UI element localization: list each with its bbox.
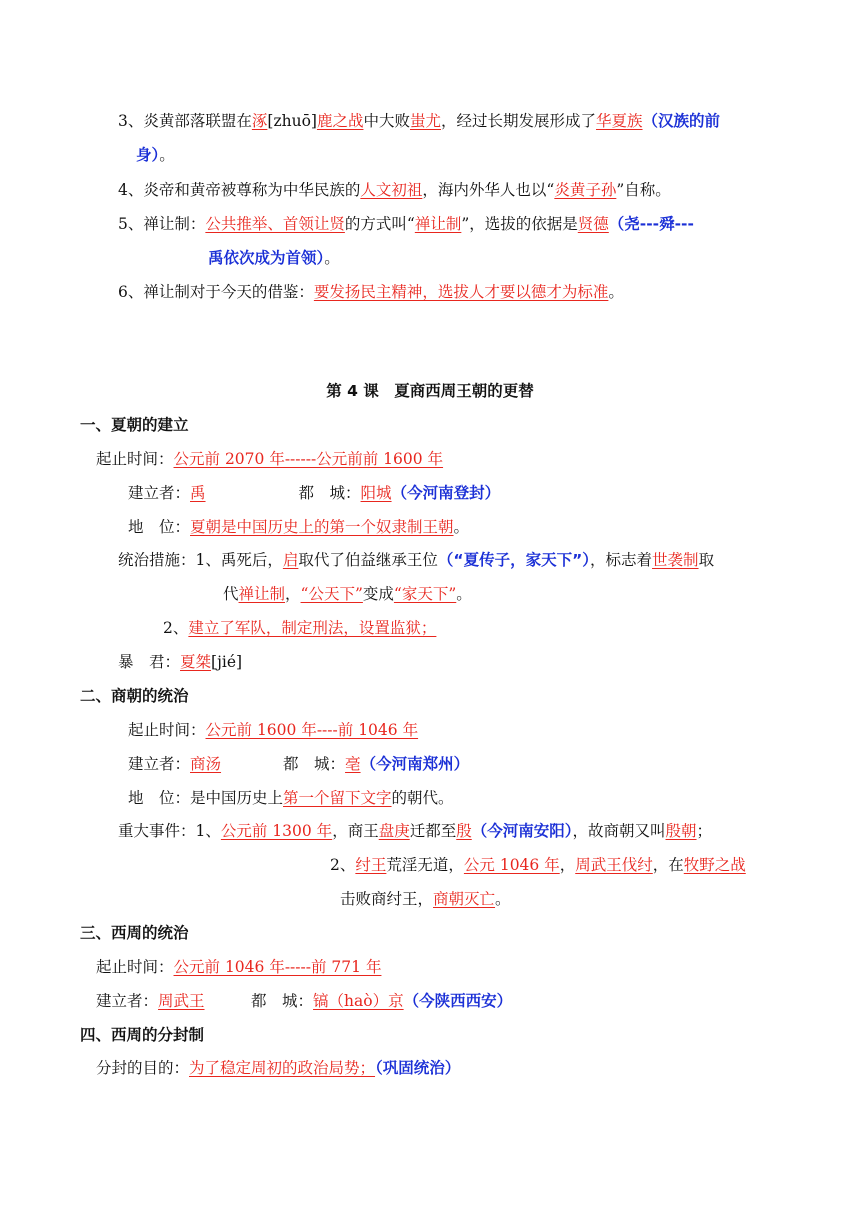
- text-segment: 都 城：: [221, 755, 346, 773]
- note-text: （今陕西西安）: [403, 992, 513, 1010]
- text-segment: 起止时间：: [128, 721, 206, 739]
- note-text: （尧---舜---: [608, 215, 694, 233]
- text-segment: 建立者：: [128, 755, 191, 773]
- text-segment: 的方式叫“: [344, 215, 415, 233]
- text-segment: ，商王: [332, 822, 379, 840]
- text-segment: ，在: [652, 856, 684, 874]
- text-segment: 。: [453, 518, 470, 536]
- text-segment: 。: [456, 585, 472, 603]
- text-line: [330, 854, 746, 876]
- text-segment: 都 城：: [205, 484, 361, 502]
- note-text: 身）: [136, 146, 160, 164]
- text-segment: 变成: [362, 585, 394, 603]
- answer-text: 涿: [251, 112, 268, 130]
- text-segment: 建立者：: [128, 484, 191, 502]
- answer-text: 夏桀: [180, 653, 212, 671]
- text-line: [118, 110, 720, 132]
- text-segment: 二、商朝的统治: [80, 687, 189, 705]
- text-segment: 2、: [330, 856, 356, 874]
- answer-text: 启: [282, 551, 299, 569]
- answer-text: 世袭制: [652, 551, 699, 569]
- note-text: 禹依次成为首领）: [208, 249, 325, 267]
- text-line: [340, 888, 511, 910]
- text-segment: 起止时间：: [96, 958, 174, 976]
- note-text: （“夏传子，家天下”）: [437, 551, 591, 569]
- note-text: （汉族的前: [642, 112, 721, 130]
- answer-text: 禹: [190, 484, 206, 502]
- text-segment: 迁都至: [409, 822, 457, 840]
- note-text: （今河南登封）: [391, 484, 501, 502]
- answer-text: 纣王: [355, 856, 387, 874]
- answer-text: “公天下”: [300, 585, 363, 603]
- text-segment: 代: [223, 585, 239, 603]
- text-segment: 一、夏朝的建立: [80, 416, 189, 434]
- answer-text: 商汤: [190, 755, 222, 773]
- text-segment: 起止时间：: [96, 450, 174, 468]
- answer-text: 公元前 1300 年: [220, 822, 333, 840]
- answer-text: 炎黄子孙: [554, 181, 617, 199]
- answer-text: “家天下”: [393, 585, 457, 603]
- answer-text: 公元前 2070 年------公元前前 1600 年: [173, 450, 444, 468]
- answer-text: 为了稳定周初的政治局势；: [189, 1059, 376, 1077]
- text-line: [128, 787, 454, 809]
- answer-text: 公元 1046 年: [463, 856, 560, 874]
- section-heading: [80, 922, 189, 944]
- section-heading: [80, 685, 189, 707]
- answer-text: 周武王伐纣: [575, 856, 653, 874]
- text-segment: 重大事件：1、: [118, 822, 221, 840]
- text-segment: 3、炎黄部落联盟在: [118, 112, 252, 130]
- text-segment: ，海内外华人也以“: [422, 181, 555, 199]
- text-line: [96, 448, 443, 470]
- answer-text: 阳城: [360, 484, 392, 502]
- text-line: [96, 1057, 460, 1079]
- text-segment: ，标志着: [590, 551, 653, 569]
- text-segment: 三、西周的统治: [80, 924, 189, 942]
- text-line: [128, 719, 418, 741]
- section-heading: [80, 1024, 204, 1046]
- text-segment: 取代了伯益继承王位: [298, 551, 438, 569]
- answer-text: 殷朝: [665, 822, 697, 840]
- text-segment: 分封的目的：: [96, 1059, 190, 1077]
- text-segment: ”，选拔的依据是: [461, 215, 578, 233]
- answer-text: 周武王: [158, 992, 205, 1010]
- answer-text: 公元前 1600 年----前 1046 年: [205, 721, 419, 739]
- answer-text: 商朝灭亡: [433, 890, 496, 908]
- text-line: [96, 956, 381, 978]
- text-segment: ；: [696, 822, 713, 840]
- text-segment: [jié]: [211, 653, 243, 671]
- answer-text: 殷: [456, 822, 472, 840]
- text-line: [118, 549, 714, 571]
- text-segment: 5、禅让制：: [118, 215, 206, 233]
- text-line: [118, 651, 242, 673]
- text-segment: 。: [608, 283, 624, 301]
- text-line: [223, 583, 472, 605]
- answer-text: 禅让制: [238, 585, 286, 603]
- text-line: [128, 482, 500, 504]
- text-segment: 取: [698, 551, 715, 569]
- text-segment: 6、禅让制对于今天的借鉴：: [118, 283, 314, 301]
- answer-text: 公共推举、首领让贤: [205, 215, 345, 233]
- text-segment: 。: [159, 146, 175, 164]
- answer-text: 贤德: [577, 215, 609, 233]
- text-line: [96, 990, 512, 1012]
- answer-text: 禅让制: [414, 215, 462, 233]
- answer-text: 牧野之战: [683, 856, 746, 874]
- answer-text: 盘庚: [378, 822, 410, 840]
- answer-text: 夏朝是中国历史上的第一个奴隶制王朝: [190, 518, 454, 536]
- text-segment: 中大败: [363, 112, 410, 130]
- text-segment: 的朝代。: [391, 789, 454, 807]
- text-segment: ，经过长期发展形成了: [441, 112, 597, 130]
- text-segment: ，: [559, 856, 576, 874]
- text-segment: 都 城：: [204, 992, 314, 1010]
- text-line: [118, 179, 671, 201]
- answer-text: 建立了军队，制定刑法，设置监狱；: [188, 619, 437, 637]
- text-line: [208, 247, 340, 269]
- answer-text: 亳: [345, 755, 361, 773]
- text-segment: 统治措施：1、禹死后，: [118, 551, 283, 569]
- text-segment: 建立者：: [96, 992, 159, 1010]
- answer-text: 鹿之战: [316, 112, 364, 130]
- note-text: （今河南郑州）: [360, 755, 470, 773]
- text-line: [118, 820, 712, 842]
- answer-text: 蚩尤: [409, 112, 441, 130]
- answer-text: 镐（haò）京: [313, 992, 404, 1010]
- text-segment: 暴 君：: [118, 653, 181, 671]
- text-segment: 。: [324, 249, 340, 267]
- answer-text: 华夏族: [596, 112, 643, 130]
- text-segment: 荒淫无道，: [386, 856, 464, 874]
- lesson-title: [0, 380, 860, 402]
- text-segment: [zhuō]: [267, 112, 317, 130]
- text-line: [118, 281, 624, 303]
- section-heading: [80, 414, 189, 436]
- note-text: （今河南安阳）: [471, 822, 573, 840]
- text-segment: 。: [495, 890, 511, 908]
- text-segment: 地 位：: [128, 518, 191, 536]
- text-line: [136, 144, 175, 166]
- text-segment: 四、西周的分封制: [80, 1026, 205, 1044]
- text-line: [163, 617, 436, 639]
- text-line: [118, 213, 694, 235]
- text-line: [128, 516, 469, 538]
- text-segment: 击败商纣王，: [340, 890, 434, 908]
- answer-text: 第一个留下文字: [283, 789, 392, 807]
- answer-text: 公元前 1046 年-----前 771 年: [173, 958, 382, 976]
- text-segment: ，: [285, 585, 301, 603]
- text-segment: 2、: [163, 619, 189, 637]
- answer-text: 要发扬民主精神，选拔人才要以德才为标准: [313, 283, 609, 301]
- text-segment: ，故商朝又叫: [572, 822, 666, 840]
- answer-text: 人文初祖: [360, 181, 423, 199]
- text-segment: 地 位：是中国历史上: [128, 789, 284, 807]
- note-text: （巩固统治）: [375, 1059, 461, 1077]
- text-line: [128, 753, 469, 775]
- text-segment: 第 4 课 夏商西周王朝的更替: [326, 382, 534, 400]
- text-segment: ”自称。: [616, 181, 671, 199]
- text-segment: 4、炎帝和黄帝被尊称为中华民族的: [118, 181, 361, 199]
